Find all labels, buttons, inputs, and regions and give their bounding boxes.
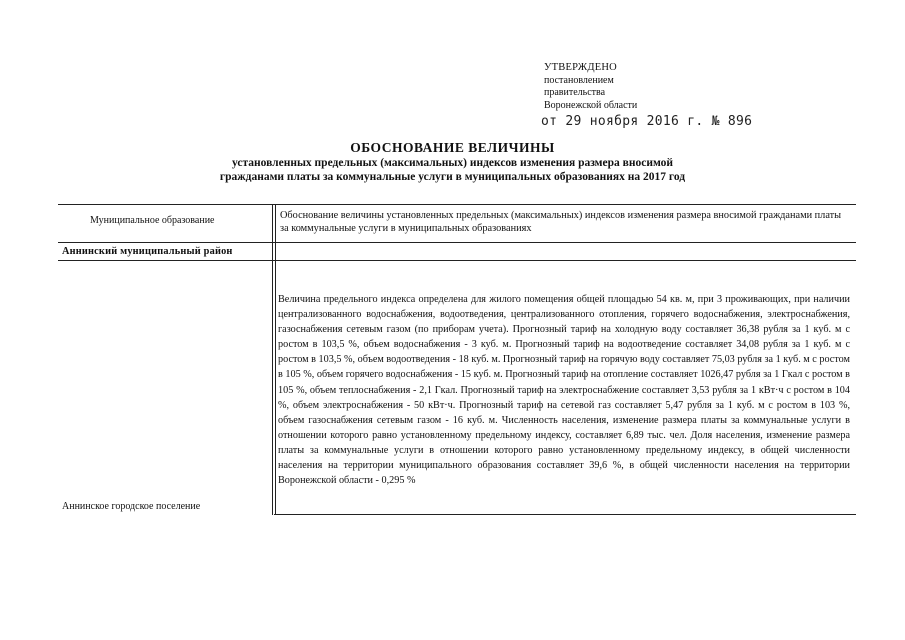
table-header-border	[58, 242, 856, 243]
document-subtitle-1: установленных предельных (максимальных) индексов изменения размера вносимой	[231, 157, 674, 169]
table-district-border	[58, 260, 856, 261]
settlement-justification-text: Величина предельного индекса определена для жилого помещения общей площадью 54 кв. м, при 3 проживающих, при наличии централизованного водоснабжения, водоотведения, централизованного отопления, горячего водоснабжения, электроснабжения, газоснабжения сетевым газом (по приборам учета). Прогнозный тариф на холодную воду составляет 36,38 рубля за 1 куб. м с ростом в 103,5 %, объем водоснабжения - 3 куб. м. Прогнозный тариф на водоотведение составляет 34,08 рубля за 1 куб. м с ростом в 103,5 %, объем водоотведения - 18 куб. м. Прогнозный тариф на горячую воду составляет 75,03 рубля за 1 куб. м с ростом в 105 %, объем горячего водоснабжения - 15 куб. м. Прогнозный тариф на отопление составляет 1026,47 рубля за 1 Гкал с ростом в 105 %, объем теплоснабжения - 2,1 Гкал. Прогнозный тариф на электроснабжение составляет 3,53 рубля за 1 кВт·ч с ростом в 104 %, объем электроснабжения - 50 кВт·ч. Прогнозный тариф на сетевой газ составляет 5,47 рубля за 1 куб. м с ростом в 103 %, объем газоснабжения сетевым газом - 16 куб. м. Численность населения, изменение размера платы за коммунальные услуги в отношении которого равно установленному предельному индексу, составляет 6,89 тыс. чел. Доля населения, изменение размера платы за коммунальные услуги в отношении которого равно установленному предельному индексу, в общей численности населения на территории муниципального образования составляет 39,6 %, в общей численности населения на территории Воронежской области - 0,295 %	[278, 294, 850, 487]
document-subtitle-2: гражданами платы за коммунальные услуги в муниципальных образованиях на 2017 год	[219, 171, 686, 183]
table-column-divider-2	[275, 204, 276, 515]
approval-block	[544, 62, 637, 112]
table-bottom-border	[274, 514, 856, 515]
column-header-municipality: Муниципальное образование	[90, 215, 215, 226]
justification-table	[58, 204, 856, 515]
table-column-divider	[272, 204, 273, 515]
table-top-border	[58, 204, 856, 205]
approval-line-1: постановлением	[544, 74, 614, 86]
document-title: ОБОСНОВАНИЕ ВЕЛИЧИНЫ	[350, 140, 555, 155]
approval-line-3: Воронежской области	[544, 99, 638, 111]
approval-heading: УТВЕРЖДЕНО	[544, 62, 617, 73]
settlement-name: Аннинское городское поселение	[62, 501, 201, 512]
approval-line-2: правительства	[544, 87, 606, 98]
column-header-justification: Обоснование величины установленных предельных (максимальных) индексов изменения размера вносимой гражданами платы за коммунальные услуги в муниципальных образованиях	[280, 210, 842, 234]
district-name: Аннинский муниципальный район	[62, 246, 233, 257]
decree-stamp: от 29 ноября 2016 г. № 896	[541, 114, 753, 129]
